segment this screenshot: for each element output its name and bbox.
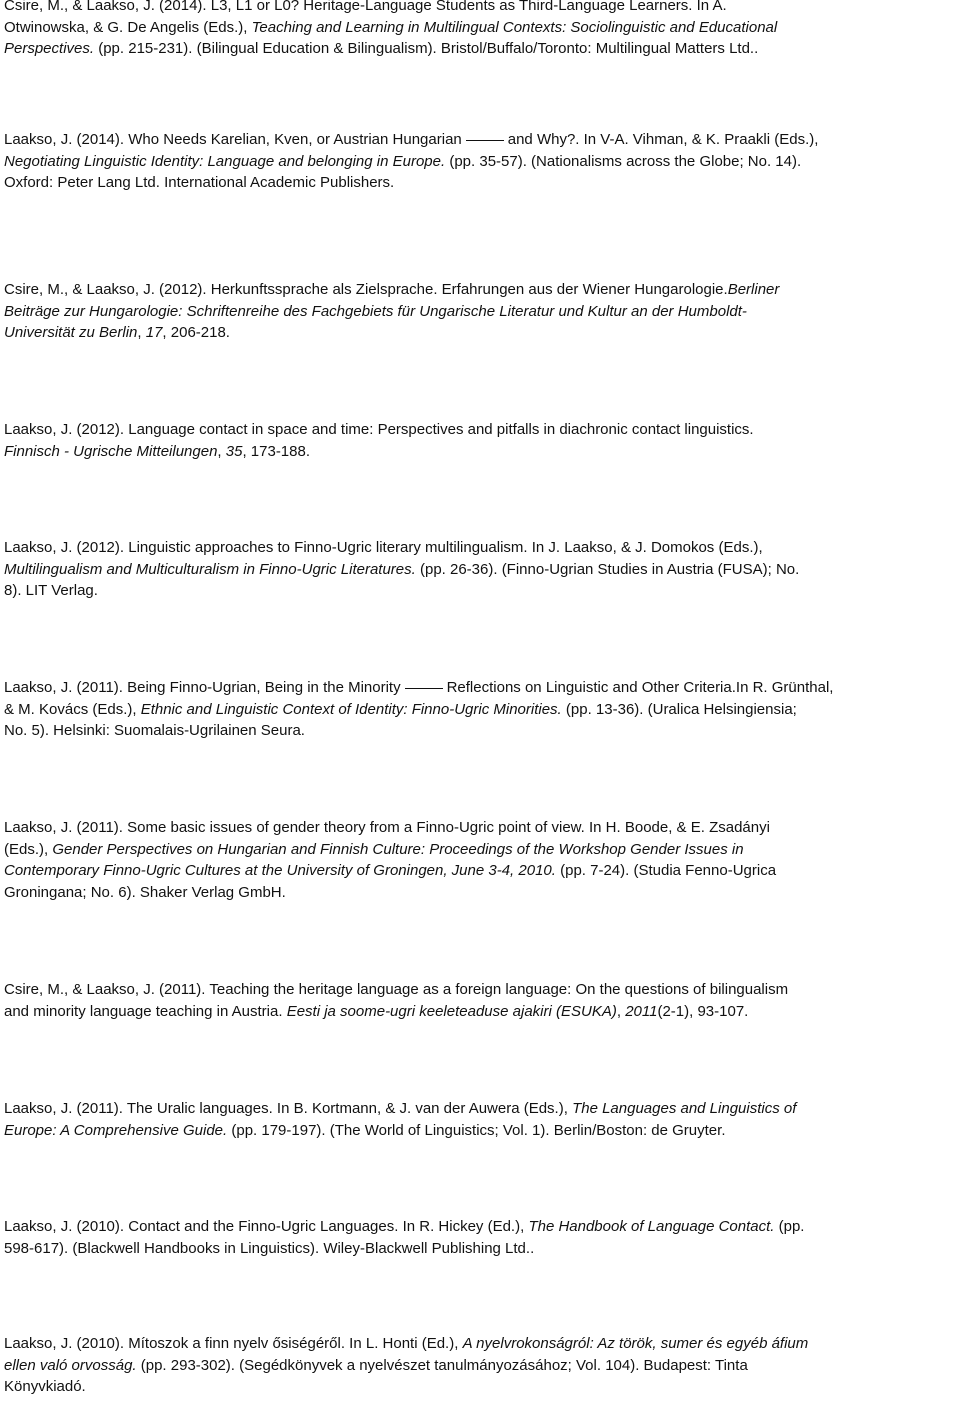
reference-line: [4, 537, 949, 559]
reference-text: Laakso, J. (2010). Mítoszok a finn nyelv ősiségéről. In L. Honti (Ed.),: [4, 1335, 463, 1352]
reference-line: [4, 301, 949, 323]
reference-text: (pp. 35-57). (Nationalisms across the Globe; No. 14).: [445, 152, 802, 170]
reference-text: Csire, M., & Laakso, J. (2014). L3, L1 or L0? Heritage-Language Students as Third-Language Learners. In A.: [4, 0, 727, 14]
reference-entry: [4, 1216, 949, 1259]
reference-line: [4, 677, 949, 699]
reference-entry: [4, 817, 949, 903]
reference-line: [4, 559, 949, 581]
reference-text: (pp. 293-302). (Segédkönyvek a nyelvészet tanulmányozásához; Vol. 104). Budapest: Tinta: [136, 1356, 748, 1374]
reference-text: (2-1), 93-107.: [657, 1002, 749, 1020]
reference-text: 598-617). (Blackwell Handbooks in Linguistics). Wiley-Blackwell Publishing Ltd..: [4, 1239, 535, 1257]
reference-line: [4, 419, 949, 441]
reference-italic-text: 35: [225, 442, 243, 460]
reference-italic-text: 2011: [625, 1002, 658, 1020]
reference-entry: [4, 1098, 949, 1141]
reference-text: (pp. 215-231). (Bilingual Education & Bilingualism). Bristol/Buffalo/Toronto: Multilingual Matters Ltd..: [94, 40, 759, 57]
reference-text: Reflections on Linguistic and Other Criteria.In R. Grünthal,: [446, 679, 834, 696]
reference-text: Csire, M., & Laakso, J. (2011). Teaching the heritage language as a foreign language: On the questions of bilingualism: [4, 981, 789, 998]
reference-line: [4, 1098, 949, 1120]
reference-entry: [4, 0, 949, 60]
reference-italic-text: ellen való orvosság.: [4, 1356, 137, 1374]
reference-text: No. 5). Helsinki: Suomalais-Ugrilainen Seura.: [4, 722, 305, 739]
reference-text: Laakso, J. (2014). Who Needs Karelian, Kven, or Austrian Hungarian: [4, 131, 462, 148]
reference-italic-text: Gender Perspectives on Hungarian and Finnish Culture: Proceedings of the Workshop Gender Issues in: [52, 840, 744, 858]
reference-text: (pp. 26-36). (Finno-Ugrian Studies in Austria (FUSA); No.: [415, 560, 800, 578]
reference-text: (pp. 179-197). (The World of Linguistics; Vol. 1). Berlin/Boston: de Gruyter.: [227, 1121, 726, 1139]
reference-italic-text: The Handbook of Language Contact.: [528, 1218, 775, 1235]
reference-text: Laakso, J. (2012). Language contact in space and time: Perspectives and pitfalls in diachronic contact linguistics.: [4, 421, 754, 438]
reference-text: ,: [217, 442, 226, 460]
reference-line: [4, 17, 949, 39]
reference-text: Laakso, J. (2012). Linguistic approaches to Finno-Ugric literary multilingualism. In J. Laakso, & J. Domokos (Eds.),: [4, 539, 763, 556]
reference-entry: [4, 419, 949, 462]
reference-line: [4, 279, 949, 301]
reference-italic-text: The Languages and Linguistics of: [572, 1100, 797, 1117]
reference-line: [4, 322, 949, 344]
reference-italic-text: Europe: A Comprehensive Guide.: [4, 1121, 228, 1139]
reference-italic-text: Universität zu Berlin: [4, 324, 138, 341]
reference-italic-text: Negotiating Linguistic Identity: Language and belonging in Europe.: [4, 152, 446, 170]
reference-text: & M. Kovács (Eds.),: [4, 700, 141, 718]
reference-italic-text: Berliner: [727, 281, 780, 298]
reference-text: Csire, M., & Laakso, J. (2012). Herkunftssprache als Zielsprache. Erfahrungen aus der Wiener Hungarologie.: [4, 281, 728, 298]
reference-italic-text: Finnisch - Ugrische Mitteilungen: [4, 442, 218, 460]
reference-italic-text: Beiträge zur Hungarologie: Schriftenreihe des Fachgebiets für Ungarische Literatur und Kultur an der Humboldt-: [4, 302, 747, 320]
reference-entry: [4, 677, 949, 742]
reference-italic-text: Eesti ja soome-ugri keeleteaduse ajakiri (ESUKA): [286, 1002, 617, 1020]
reference-line: [4, 580, 949, 602]
reference-text: Könyvkiadó.: [4, 1378, 86, 1395]
reference-italic-text: 17: [145, 324, 163, 341]
reference-line: [4, 839, 949, 861]
reference-entry: [4, 129, 949, 194]
reference-line: [4, 860, 949, 882]
reference-italic-text: A nyelvrokonságról: Az török, sumer és egyéb áfium: [462, 1335, 809, 1352]
reference-line: [4, 151, 949, 173]
reference-italic-text: Multilingualism and Multiculturalism in Finno-Ugric Literatures.: [4, 560, 416, 578]
reference-text: Otwinowska, & G. De Angelis (Eds.),: [4, 18, 252, 36]
reference-text: Groningana; No. 6). Shaker Verlag GmbH.: [4, 883, 286, 901]
reference-line: [4, 1216, 949, 1238]
em-dash-rule: [405, 688, 443, 689]
reference-text: (pp. 7-24). (Studia Fenno-Ugrica: [555, 862, 777, 879]
reference-text: Laakso, J. (2010). Contact and the Finno-Ugric Languages. In R. Hickey (Ed.),: [4, 1218, 529, 1235]
reference-line: [4, 0, 949, 17]
reference-line: [4, 1238, 949, 1260]
reference-text: Oxford: Peter Lang Ltd. International Academic Publishers.: [4, 174, 395, 191]
reference-text: (pp. 13-36). (Uralica Helsingiensia;: [561, 700, 797, 718]
reference-line: [4, 1001, 949, 1023]
reference-line: [4, 1120, 949, 1142]
reference-line: [4, 441, 949, 463]
reference-line: [4, 1333, 949, 1355]
reference-italic-text: Teaching and Learning in Multilingual Contexts: Sociolinguistic and Educational: [251, 18, 778, 36]
reference-line: [4, 1355, 949, 1377]
reference-text: ,: [137, 324, 146, 341]
reference-text: 8). LIT Verlag.: [4, 582, 98, 599]
reference-line: [4, 38, 949, 60]
reference-entry: [4, 1333, 949, 1398]
reference-text: Laakso, J. (2011). Some basic issues of gender theory from a Finno-Ugric point of view. In H. Boode, & E. Zsadányi: [4, 819, 770, 836]
reference-line: [4, 882, 949, 904]
reference-italic-text: Contemporary Finno-Ugric Cultures at the University of Groningen, June 3-4, 2010.: [4, 862, 556, 879]
reference-text: (Eds.),: [4, 840, 53, 858]
reference-italic-text: Perspectives.: [4, 40, 95, 57]
reference-entry: [4, 537, 949, 602]
reference-text: Laakso, J. (2011). Being Finno-Ugrian, Being in the Minority: [4, 679, 401, 696]
reference-line: [4, 129, 949, 151]
reference-text: , 206-218.: [162, 324, 230, 341]
reference-text: ,: [616, 1002, 626, 1020]
em-dash-rule: [466, 140, 504, 141]
reference-line: [4, 720, 949, 742]
reference-entry: [4, 979, 949, 1022]
reference-text: and minority language teaching in Austria.: [4, 1002, 287, 1020]
reference-entry: [4, 279, 949, 344]
reference-line: [4, 979, 949, 1001]
reference-text: (pp.: [774, 1218, 805, 1235]
reference-text: and Why?. In V-A. Vihman, & K. Praakli (Eds.),: [507, 131, 819, 148]
reference-line: [4, 172, 949, 194]
reference-line: [4, 817, 949, 839]
reference-line: [4, 1376, 949, 1398]
reference-italic-text: Ethnic and Linguistic Context of Identity: Finno-Ugric Minorities.: [140, 700, 562, 718]
reference-text: , 173-188.: [242, 442, 311, 460]
reference-text: Laakso, J. (2011). The Uralic languages. In B. Kortmann, & J. van der Auwera (Eds.),: [4, 1100, 573, 1117]
reference-line: [4, 699, 949, 721]
